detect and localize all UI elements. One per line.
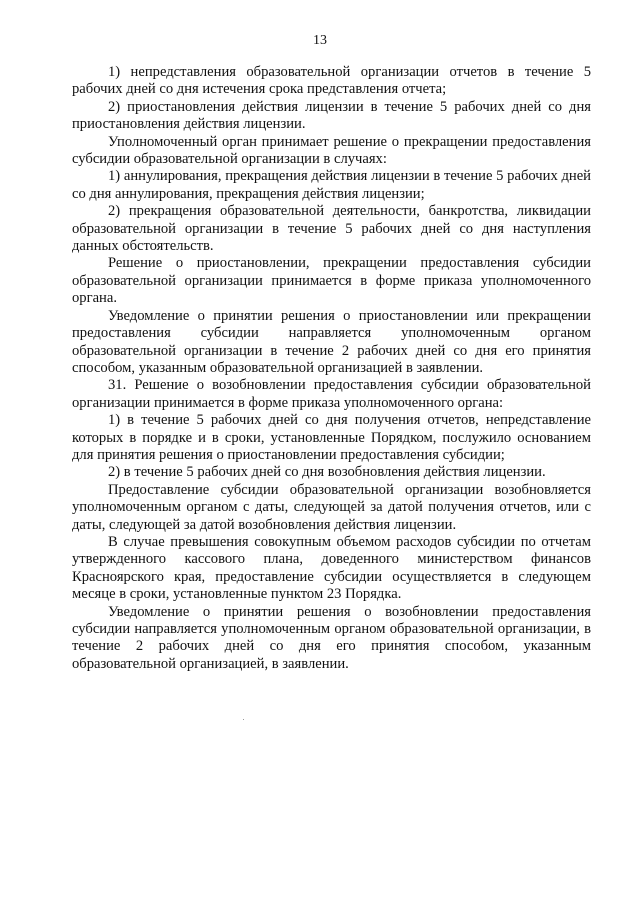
paragraph: 2) в течение 5 рабочих дней со дня возобновления действия лицензии. xyxy=(108,464,546,481)
paragraph: 2) прекращения образовательной деятельности, банкротства, ликвидации образовательной организации в течение 5 рабочих дней со дня наступления данных обстоятельств. xyxy=(72,203,591,255)
paragraph: Предоставление субсидии образовательной организации возобновляется уполномоченным органом с даты, следующей за датой получения отчетов, или с даты, следующей за датой возобновления действия лицензии. xyxy=(72,481,591,533)
paragraph: В случае превышения совокупным объемом расходов субсидии по отчетам утвержденного кассового плана, доведенного министерством финансов Красноярского края, предоставление субсидии осуществляется в следующем месяце в сроки, установленные пунктом 23 Порядка. xyxy=(72,533,591,603)
paragraph: 1) аннулирования, прекращения действия лицензии в течение 5 рабочих дней со дня аннулирования, прекращения действия лицензии; xyxy=(72,168,591,202)
document-body xyxy=(72,64,591,673)
paragraph: 2) приостановления действия лицензии в течение 5 рабочих дней со дня приостановления действия лицензии. xyxy=(72,98,591,133)
paragraph: Уполномоченный орган принимает решение о прекращении предоставления субсидии образовательной организации в случаях: xyxy=(72,133,591,168)
page-number: 13 xyxy=(313,33,327,48)
scan-speck xyxy=(243,719,244,720)
paragraph: 1) непредставления образовательной организации отчетов в течение 5 рабочих дней со дня истечения срока представления отчета; xyxy=(72,64,591,98)
paragraph: 1) в течение 5 рабочих дней со дня получения отчетов, непредставление которых в порядке и в сроки, установленные Порядком, послужило основанием для принятия решения о приостановлении предоставления субсидии; xyxy=(72,412,591,463)
paragraph: Уведомление о принятии решения о приостановлении или прекращении предоставления субсидии направляется уполномоченным органом образовательной организации в течение 2 рабочих дней со дня его принятия способом, указанным образовательной организацией в заявлении. xyxy=(72,307,591,376)
paragraph: Решение о приостановлении, прекращении предоставления субсидии образовательной организации принимается в форме приказа уполномоченного органа. xyxy=(72,255,591,307)
paragraph: 31. Решение о возобновлении предоставления субсидии образовательной организации принимается в форме приказа уполномоченного органа: xyxy=(72,377,591,411)
paragraph: Уведомление о принятии решения о возобновлении предоставления субсидии направляется уполномоченным органом образовательной организации, в течение 2 рабочих дней со дня его принятия способом, указанным образовательной организацией, в заявлении. xyxy=(72,603,591,672)
